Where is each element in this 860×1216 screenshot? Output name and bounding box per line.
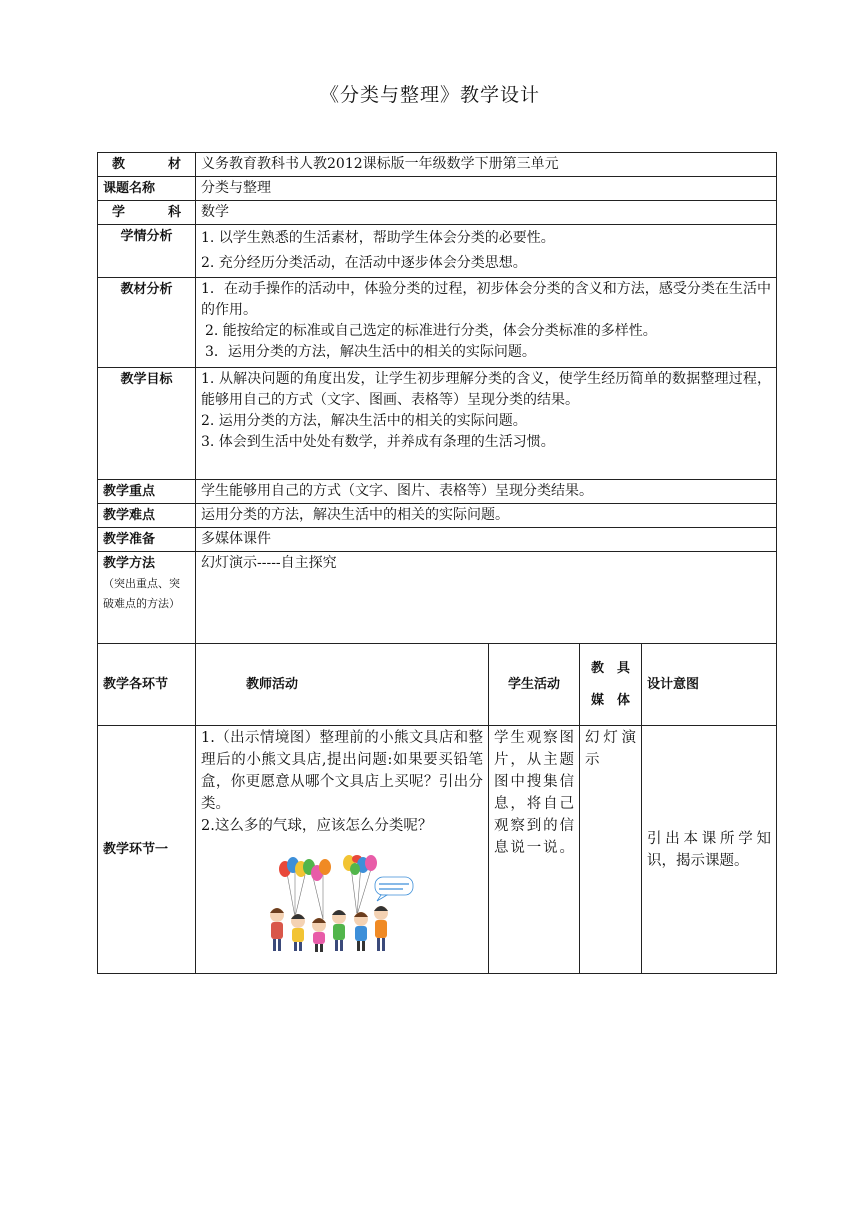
label-subject: 学 科 — [98, 201, 196, 225]
header-student: 学生活动 — [489, 644, 580, 726]
row-students — [98, 225, 777, 278]
step1-teacher-line-1: 1.（出示情境图）整理前的小熊文具店和整理后的小熊文具店,提出问题:如果要买铅笔盒，你更愿意从哪个文具店上买呢？引出分类。 — [201, 730, 483, 812]
row-goals — [98, 368, 777, 480]
header-intent: 设计意图 — [642, 644, 777, 726]
row-material — [98, 278, 777, 368]
method-label: 教学方法 — [103, 556, 156, 571]
goals-line-1: 1. 从解决问题的角度出发，让学生初步理解分类的含义，使学生经历简单的数据整理过程，能够用自己的方式（文字、图画、表格等）呈现分类的结果。 — [201, 371, 772, 408]
value-difficulty: 运用分类的方法，解决生活中的相关的实际问题。 — [196, 504, 777, 528]
label-topic: 课题名称 — [98, 177, 196, 201]
step1-intent-text: 引出本课所学知识，揭示课题。 — [647, 830, 772, 869]
value-topic: 分类与整理 — [196, 177, 777, 201]
row-subject — [98, 201, 777, 225]
step1-teacher — [196, 726, 489, 974]
children-balloons-illustration — [265, 855, 415, 953]
row-difficulty — [98, 504, 777, 528]
goals-line-3: 3. 体会到生活中处处有数学，并养成有条理的生活习惯。 — [201, 434, 555, 450]
value-students — [196, 225, 777, 278]
step1-tools: 幻灯演示 — [580, 726, 642, 974]
row-topic — [98, 177, 777, 201]
value-key: 学生能够用自己的方式（文字、图片、表格等）呈现分类结果。 — [196, 480, 777, 504]
material-line-3: 3．运用分类的方法，解决生活中的相关的实际问题。 — [205, 344, 536, 360]
row-process-header — [98, 644, 777, 726]
material-line-2: 2. 能按给定的标准或自己选定的标准进行分类，体会分类标准的多样性。 — [205, 323, 657, 339]
label-material: 教材分析 — [98, 278, 196, 368]
value-method: 幻灯演示-----自主探究 — [196, 552, 777, 644]
students-line-1: 1. 以学生熟悉的生活素材，帮助学生体会分类的必要性。 — [201, 230, 555, 246]
tools-header-top: 教 具 — [590, 660, 630, 676]
label-difficulty: 教学难点 — [98, 504, 196, 528]
label-textbook: 教 材 — [98, 153, 196, 177]
header-tools — [580, 644, 642, 726]
value-subject: 数学 — [196, 201, 777, 225]
value-goals — [196, 368, 777, 480]
lesson-plan-table — [97, 152, 777, 974]
step1-student: 学生观察图片，从主题图中搜集信息，将自己观察到的信息说一说。 — [489, 726, 580, 974]
value-material — [196, 278, 777, 368]
value-prep: 多媒体课件 — [196, 528, 777, 552]
label-process: 教学各环节 — [98, 644, 196, 726]
label-prep: 教学准备 — [98, 528, 196, 552]
label-step1: 教学环节一 — [98, 726, 196, 974]
speech-bubble — [375, 877, 413, 901]
method-note: （突出重点、突破难点的方法） — [103, 577, 180, 610]
goals-line-2: 2. 运用分类的方法，解决生活中的相关的实际问题。 — [201, 413, 527, 429]
step1-teacher-line-2: 2.这么多的气球，应该怎么分类呢？ — [201, 818, 433, 834]
step1-intent — [642, 726, 777, 974]
row-step1 — [98, 726, 777, 974]
label-method — [98, 552, 196, 644]
row-method — [98, 552, 777, 644]
label-students: 学情分析 — [98, 225, 196, 278]
material-line-1: 1．在动手操作的活动中，体验分类的过程，初步体会分类的含义和方法，感受分类在生活中的作用。 — [201, 281, 772, 318]
row-prep — [98, 528, 777, 552]
header-teacher: 教师活动 — [196, 644, 489, 726]
tools-header-bottom: 媒 体 — [590, 692, 630, 708]
row-key — [98, 480, 777, 504]
label-key: 教学重点 — [98, 480, 196, 504]
row-textbook — [98, 153, 777, 177]
value-textbook: 义务教育教科书人教2012课标版一年级数学下册第三单元 — [196, 153, 777, 177]
students-line-2: 2. 充分经历分类活动，在活动中逐步体会分类思想。 — [201, 255, 527, 271]
document-title: 《分类与整理》教学设计 — [319, 84, 540, 106]
label-goals: 教学目标 — [98, 368, 196, 480]
